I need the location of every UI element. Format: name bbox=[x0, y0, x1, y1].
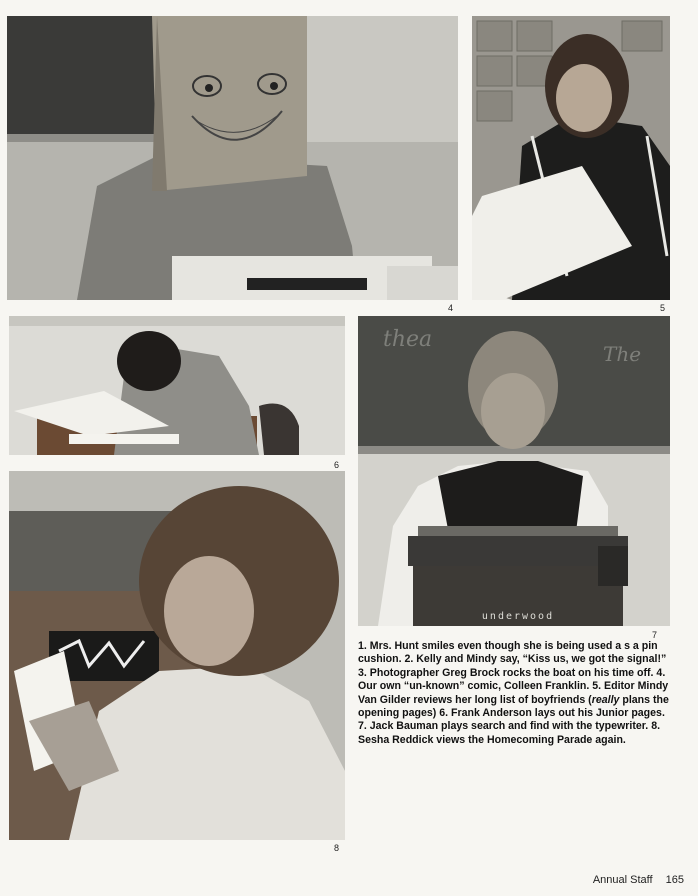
photo-7-typewriter bbox=[358, 316, 670, 626]
caption-text-part2: plans the opening pages) 6. Frank Anderson lays out his Junior pages. 7. Jack Bauman plays search and find with the typewriter. 8. Sesha Reddick views the Homecoming Parade again. bbox=[358, 693, 669, 746]
typewriter-brand-label: underwood bbox=[481, 611, 555, 622]
svg-text:The: The bbox=[603, 342, 642, 366]
page-number: 165 bbox=[665, 874, 684, 886]
photo-number-8: 8 bbox=[334, 843, 340, 853]
photo-number-5: 5 bbox=[660, 303, 666, 313]
page-footer bbox=[593, 874, 684, 886]
photo-caption bbox=[358, 640, 673, 747]
photo-4-paper-bag-comic bbox=[7, 16, 458, 300]
photo-8-viewing-photos bbox=[9, 471, 345, 840]
caption-text-part1: 1. Mrs. Hunt smiles even though she is being used a s a pin cushion. 2. Kelly and Mindy say, “Kiss us, we got the signal!” 3. Photographer Greg Brock rocks the boat on his time off. 4. Our own “un-known” comic, Colleen Franklin. 5. Editor Mindy Van Gilder reviews her long list of boyfriends ( bbox=[358, 640, 669, 706]
photo-number-7: 7 bbox=[652, 630, 658, 640]
photo-number-4: 4 bbox=[448, 303, 454, 313]
section-name: Annual Staff bbox=[592, 874, 653, 886]
photo-number-6: 6 bbox=[334, 460, 340, 470]
photo-5-editor-reviewing bbox=[472, 16, 670, 300]
svg-text:thea: thea bbox=[383, 327, 433, 352]
photo-6-layout-work bbox=[9, 316, 345, 455]
caption-emphasis: really bbox=[591, 693, 620, 706]
